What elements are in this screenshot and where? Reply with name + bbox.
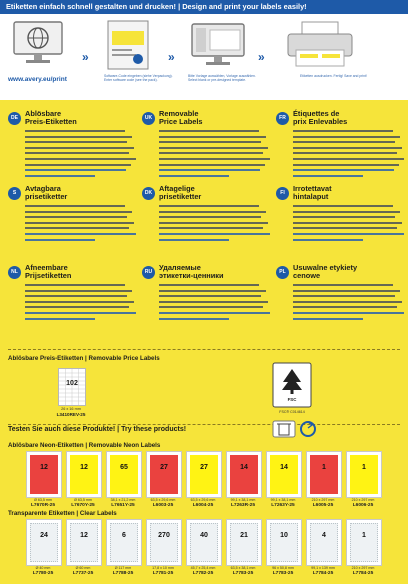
text-line bbox=[293, 318, 363, 320]
sheet-clear-fill bbox=[30, 523, 58, 562]
text-line bbox=[25, 175, 95, 177]
product-label-count: 6 bbox=[122, 532, 126, 539]
product-dimensions: 63,5 x 29,6 mm bbox=[190, 498, 216, 502]
sheet-color-fill bbox=[310, 455, 338, 494]
product-dimensions: 210 x 297 mm bbox=[311, 498, 335, 502]
language-badge: DE bbox=[8, 112, 21, 125]
text-line bbox=[159, 233, 270, 235]
removable-sheet bbox=[58, 368, 86, 406]
product-label-count: 4 bbox=[322, 532, 326, 539]
text-line bbox=[293, 158, 404, 160]
product-label-count: 1 bbox=[322, 464, 326, 471]
sheet-color-fill bbox=[230, 455, 258, 494]
product-label-count: 14 bbox=[280, 464, 288, 471]
product-sheet bbox=[146, 451, 182, 498]
language-badge: FI bbox=[276, 187, 289, 200]
language-badge: S bbox=[8, 187, 21, 200]
product-code: L7781-25 bbox=[152, 571, 174, 576]
product-sheet bbox=[226, 519, 262, 566]
product-dimensions: 17,8 x 10 mm bbox=[152, 566, 174, 570]
product-label-count: 270 bbox=[158, 532, 170, 539]
text-line bbox=[25, 152, 129, 154]
text-line bbox=[293, 301, 402, 303]
text-line bbox=[293, 164, 399, 166]
product-sheet bbox=[146, 519, 182, 566]
product-code: L7782-25 bbox=[192, 571, 214, 576]
product-dimensions: 63,5 x 29,6 mm bbox=[150, 498, 176, 502]
product-sheet bbox=[26, 519, 62, 566]
text-line bbox=[293, 211, 400, 213]
text-line bbox=[25, 216, 127, 218]
sheet-color-fill bbox=[110, 455, 138, 494]
text-line bbox=[293, 222, 402, 224]
text-line bbox=[159, 301, 268, 303]
text-line bbox=[159, 164, 265, 166]
sheet-clear-fill bbox=[110, 523, 138, 562]
text-line bbox=[159, 130, 259, 132]
product-sheet bbox=[66, 519, 102, 566]
product-dimensions: 99,1 x 139 mm bbox=[311, 566, 335, 570]
product-label-count: 27 bbox=[160, 464, 168, 471]
text-line bbox=[293, 284, 393, 286]
text-line bbox=[159, 211, 266, 213]
instruction-lines bbox=[293, 130, 405, 180]
product-label-count: 12 bbox=[80, 532, 88, 539]
product-label-count: 14 bbox=[240, 464, 248, 471]
product-code: L7784-25 bbox=[352, 571, 374, 576]
product-code: L7651Y-25 bbox=[111, 503, 135, 508]
product-label-count: 1 bbox=[362, 532, 366, 539]
fsc-code: FSC® C014614 bbox=[279, 410, 305, 414]
sheet-clear-fill bbox=[190, 523, 218, 562]
product-dimensions: 45,7 x 25,4 mm bbox=[190, 566, 216, 570]
text-line bbox=[159, 205, 259, 207]
product-label-count: 65 bbox=[120, 464, 128, 471]
product-sheet bbox=[266, 451, 302, 498]
text-line bbox=[25, 284, 125, 286]
product-dimensions: 99,1 x 38,1 mm bbox=[270, 498, 296, 502]
website-url[interactable]: www.avery.eu/print bbox=[8, 76, 67, 83]
sheet-clear-fill bbox=[150, 523, 178, 562]
product-code: L7783-25 bbox=[272, 571, 294, 576]
text-line bbox=[159, 152, 263, 154]
sheet-clear-fill bbox=[350, 523, 378, 562]
product-code: L7737-25 bbox=[72, 571, 94, 576]
chevron-right-icon: » bbox=[168, 50, 175, 64]
text-line bbox=[159, 147, 268, 149]
product-code: L7783-25 bbox=[232, 571, 254, 576]
product-sheet bbox=[306, 451, 342, 498]
product-sheet bbox=[106, 519, 142, 566]
text-line bbox=[159, 169, 260, 171]
instruction-lines bbox=[159, 205, 271, 244]
instruction-lines bbox=[293, 284, 405, 323]
text-line bbox=[293, 290, 400, 292]
product-label-count: 12 bbox=[80, 464, 88, 471]
text-line bbox=[25, 301, 134, 303]
text-line bbox=[159, 227, 263, 229]
text-line bbox=[25, 158, 136, 160]
text-line bbox=[159, 239, 229, 241]
printer-icon bbox=[282, 20, 366, 70]
product-label-count: 10 bbox=[280, 532, 288, 539]
language-title: Avtagbara prisetiketter bbox=[25, 184, 68, 202]
product-code: L7780-25 bbox=[32, 571, 54, 576]
label-grid-icon bbox=[59, 369, 85, 405]
instruction-lines bbox=[25, 284, 137, 323]
product-label-count: 1 bbox=[362, 464, 366, 471]
text-line bbox=[293, 239, 363, 241]
language-badge: RU bbox=[142, 266, 155, 279]
product-sheet bbox=[26, 451, 62, 498]
text-line bbox=[25, 233, 136, 235]
language-badge: DK bbox=[142, 187, 155, 200]
product-sheet bbox=[306, 519, 342, 566]
product-code: L3410REV-25 bbox=[56, 412, 86, 417]
steps-strip bbox=[0, 14, 408, 100]
product-code: L6003-25 bbox=[152, 503, 174, 508]
text-line bbox=[25, 222, 134, 224]
text-line bbox=[159, 136, 266, 138]
text-line bbox=[159, 216, 261, 218]
text-line bbox=[293, 141, 395, 143]
text-line bbox=[25, 227, 129, 229]
sheet-color-fill bbox=[150, 455, 178, 494]
product-code: L7670R-25 bbox=[31, 503, 55, 508]
step-caption-3: Etiketten ausdrucken. Fertig! Save and print! bbox=[300, 74, 367, 78]
text-line bbox=[25, 318, 95, 320]
monitor-icon bbox=[12, 20, 64, 66]
neon-heading: Ablösbare Neon-Etiketten | Removable Neon Labels bbox=[8, 442, 161, 449]
language-badge: PL bbox=[276, 266, 289, 279]
text-line bbox=[25, 141, 127, 143]
language-title: Usuwalne etykiety cenowe bbox=[293, 263, 358, 281]
text-line bbox=[25, 295, 127, 297]
language-badge: FR bbox=[276, 112, 289, 125]
product-label-count: 24 bbox=[40, 532, 48, 539]
language-title: Ablösbare Preis-Etiketten bbox=[25, 109, 77, 127]
product-dimensions: Ø 40 mm bbox=[35, 566, 51, 570]
instruction-lines bbox=[159, 130, 271, 180]
text-line bbox=[159, 318, 229, 320]
product-dimensions: 99,1 x 38,1 mm bbox=[230, 498, 256, 502]
instruction-lines bbox=[25, 130, 137, 180]
product-dimensions: 63,5 x 38,1 mm bbox=[230, 566, 256, 570]
recycle-icon bbox=[298, 420, 318, 438]
text-line bbox=[25, 306, 129, 308]
text-line bbox=[293, 136, 400, 138]
text-line bbox=[159, 290, 266, 292]
product-dimensions: Ø 63,5 mm bbox=[74, 498, 92, 502]
step-caption-1: Software-Code eingeben (siehe Verpackung). Enter software code (see the pack). bbox=[104, 74, 173, 83]
text-line bbox=[159, 284, 259, 286]
sheet-color-fill bbox=[70, 455, 98, 494]
product-sheet bbox=[346, 451, 382, 498]
instruction-lines bbox=[293, 205, 405, 244]
try-products-heading: Testen Sie auch diese Produkte! | Try these products! bbox=[8, 426, 187, 433]
text-line bbox=[293, 312, 404, 314]
fsc-label: FSC bbox=[287, 397, 297, 402]
product-label-count: 40 bbox=[200, 532, 208, 539]
text-line bbox=[25, 205, 125, 207]
instruction-lines bbox=[159, 284, 271, 323]
language-title: Afneembare Prijsetiketten bbox=[25, 263, 72, 281]
text-line bbox=[25, 130, 125, 132]
text-line bbox=[25, 136, 132, 138]
product-dimensions: Ø 60 mm bbox=[75, 566, 91, 570]
clear-heading: Transparente Etiketten | Clear Labels bbox=[8, 510, 117, 517]
design-screen-icon bbox=[190, 22, 246, 68]
product-sheet bbox=[186, 519, 222, 566]
product-code: L6004-25 bbox=[192, 503, 214, 508]
text-line bbox=[159, 295, 261, 297]
text-line bbox=[293, 205, 393, 207]
text-line bbox=[159, 175, 229, 177]
product-dimensions: 210 x 297 mm bbox=[351, 566, 375, 570]
text-line bbox=[293, 233, 404, 235]
text-line bbox=[159, 141, 261, 143]
text-line bbox=[293, 306, 397, 308]
text-line bbox=[25, 290, 132, 292]
product-dimensions: Ø 117 mm bbox=[114, 566, 132, 570]
product-label-count: 27 bbox=[200, 464, 208, 471]
language-title: Irrotettavat hintalaput bbox=[293, 184, 332, 202]
sheet-clear-fill bbox=[70, 523, 98, 562]
product-dimensions: 210 x 297 mm bbox=[351, 498, 375, 502]
language-title: Aftagelige prisetiketter bbox=[159, 184, 202, 202]
text-line bbox=[293, 227, 397, 229]
product-code: L7788-25 bbox=[112, 571, 134, 576]
product-sheet bbox=[66, 451, 102, 498]
text-line bbox=[293, 169, 394, 171]
sheet-clear-fill bbox=[310, 523, 338, 562]
product-code: L7263Y-25 bbox=[271, 503, 295, 508]
language-badge: UK bbox=[142, 112, 155, 125]
text-line bbox=[293, 147, 402, 149]
text-line bbox=[159, 306, 263, 308]
removable-heading: Ablösbare Preis-Etiketten | Removable Price Labels bbox=[8, 355, 160, 362]
text-line bbox=[25, 312, 136, 314]
text-line bbox=[25, 164, 131, 166]
language-title: Étiquettes de prix Enlevables bbox=[293, 109, 348, 127]
header-banner bbox=[0, 0, 408, 14]
sheet-color-fill bbox=[30, 455, 58, 494]
text-line bbox=[293, 130, 393, 132]
chevron-right-icon: » bbox=[82, 50, 89, 64]
text-line bbox=[25, 211, 132, 213]
product-label-count: 12 bbox=[40, 464, 48, 471]
text-line bbox=[25, 169, 126, 171]
language-badge: NL bbox=[8, 266, 21, 279]
recycle-bin-icon bbox=[272, 420, 296, 438]
text-line bbox=[293, 175, 363, 177]
label-count: 102 bbox=[66, 380, 78, 387]
product-sheet bbox=[266, 519, 302, 566]
product-sheet bbox=[346, 519, 382, 566]
product-code: L6005-25 bbox=[312, 503, 334, 508]
step-caption-2: Bitte Vorlage auswählen, Vorlage auswählen. Select blank or pre-designed template. bbox=[188, 74, 256, 83]
product-dimensions: Ø 63,5 mm bbox=[34, 498, 52, 502]
text-line bbox=[293, 152, 397, 154]
product-dimensions: 96 x 50,8 mm bbox=[272, 566, 294, 570]
instruction-lines bbox=[25, 205, 137, 244]
sheet-clear-fill bbox=[230, 523, 258, 562]
product-sheet bbox=[226, 451, 262, 498]
text-line bbox=[293, 295, 395, 297]
product-code: L6006-25 bbox=[352, 503, 374, 508]
product-sheet bbox=[106, 451, 142, 498]
text-line bbox=[159, 222, 268, 224]
label-dimensions: 26 x 16 mm bbox=[61, 407, 81, 411]
sheet-color-fill bbox=[270, 455, 298, 494]
sheet-clear-fill bbox=[270, 523, 298, 562]
banner-title: Etiketten einfach schnell gestalten und drucken! | Design and print your labels easily! bbox=[6, 2, 307, 11]
section-divider bbox=[8, 349, 400, 350]
product-sheet bbox=[186, 451, 222, 498]
chevron-right-icon: » bbox=[258, 50, 265, 64]
language-title: Удаляемые этикетки-ценники bbox=[159, 263, 224, 281]
product-label-count: 21 bbox=[240, 532, 248, 539]
product-code: L7670Y-25 bbox=[71, 503, 95, 508]
text-line bbox=[25, 147, 134, 149]
product-dimensions: 38,1 x 21,2 mm bbox=[110, 498, 136, 502]
product-code: L7263R-25 bbox=[231, 503, 255, 508]
text-line bbox=[159, 312, 270, 314]
sheet-color-fill bbox=[350, 455, 378, 494]
section-divider bbox=[8, 424, 400, 425]
product-code: L7784-25 bbox=[312, 571, 334, 576]
text-line bbox=[159, 158, 270, 160]
language-title: Removable Price Labels bbox=[159, 109, 203, 127]
text-line bbox=[293, 216, 395, 218]
text-line bbox=[25, 239, 95, 241]
sheet-color-fill bbox=[190, 455, 218, 494]
label-pack-icon bbox=[106, 19, 154, 71]
